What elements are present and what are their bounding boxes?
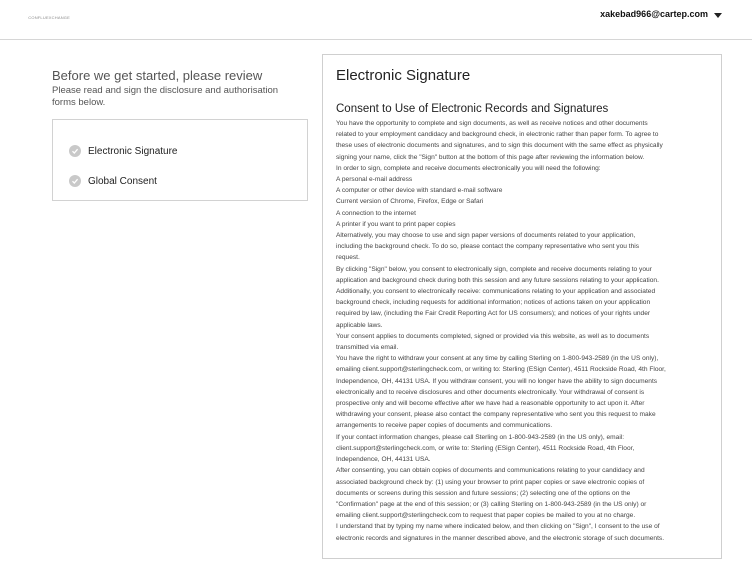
intro-title: Before we get started, please review <box>52 68 263 83</box>
company-logo[interactable] <box>26 10 70 24</box>
user-menu[interactable] <box>600 9 722 19</box>
intro-subtitle: Please read and sign the disclosure and authorisation forms below. <box>52 85 279 108</box>
check-circle-icon <box>69 145 81 157</box>
top-header <box>0 0 752 40</box>
document-title: Electronic Signature <box>336 67 471 84</box>
steps-list <box>52 119 308 201</box>
step-global-consent[interactable] <box>53 166 307 196</box>
document-subtitle: Consent to Use of Electronic Records and Signatures <box>336 103 609 115</box>
step-label: Global Consent <box>88 175 157 187</box>
user-email[interactable]: xakebad966@cartep.com <box>600 9 708 19</box>
chevron-down-icon[interactable] <box>714 13 722 18</box>
step-electronic-signature[interactable] <box>53 136 307 166</box>
step-label: Electronic Signature <box>88 145 178 157</box>
consent-text: You have the opportunity to complete and sign documents, as well as receive notices and other documents related to your employment candidacy and background check, in electronic rather than paper form. To agree to these uses of electronic documents and signatures, and to sign this document with the same effect as physically signing your name, click the "Sign" button at the bottom of this page after reviewing the information below. In order to sign, complete and receive documents electronically you will need the following: A personal e-mail address A computer or other device with standard e-mail software Current version of Chrome, Firefox, Edge or Safari A connection to the internet A printer if you want to print paper copies Alternatively, you may choose to use and sign paper versions of documents related to your application, including the background check. To do so, please contact the company representative who sent you this request. By clicking "Sign" below, you consent to electronically sign, complete and receive documents relating to your application and background check during both this session and any future sessions relating to your application. Additionally, you consent to electronically receive: communications relating to your application and associated background check, including requests for additional information; notices of actions taken on your application required by law, (including the Fair Credit Reporting Act for US consumers); and notices of your rights under applicable laws. Your consent applies to documents completed, signed or provided via this website, as well as to documents transmitted via email. You have the right to withdraw your consent at any time by calling Sterling on 1-800-943-2589 (in the US only), emailing client.support@sterlingcheck.com, or writing to: Sterling (ESign Center), 4511 Rockside Road, 4th Floor, Independence, OH, 44131 USA. If you withdraw consent, you will no longer have the ability to sign documents electronically and to receive disclosures and other documents electronically. Your withdrawal of consent is prospective only and will become effective after we have had a reasonable opportunity to act upon it. After withdrawing your consent, please also contact the company representative who sent you this request to make arrangements to receive paper copies of documents and communications. If your contact information changes, please call Sterling on 1-800-943-2589 (in the US only), email: client.support@sterlingcheck.com, or write to: Sterling (ESign Center), 4511 Rockside Road, 4th Floor, Independence, OH, 44131 USA. After consenting, you can obtain copies of documents and communications relating to your candidacy and associated background check by: (1) using your browser to print paper copies or save electronic copies of documents or screens during this session and future sessions; (2) selecting one of the options on the "Confirmation" page at the end of this session; or (3) calling Sterling on 1-800-943-2589 (in the US only) or emailing client.support@sterlingcheck.com to request that paper copies be mailed to you at no charge. I understand that by typing my name where indicated below, and then clicking on "Sign", I consent to the use of electronic records and signatures in the manner described above, and the electronic storage of such documents. <box>336 120 666 542</box>
intro-panel <box>52 68 308 201</box>
check-circle-icon <box>69 175 81 187</box>
logo-text: CONFLUEXCHANGE <box>28 14 70 20</box>
document-panel[interactable] <box>322 54 722 559</box>
document-body <box>336 118 709 544</box>
